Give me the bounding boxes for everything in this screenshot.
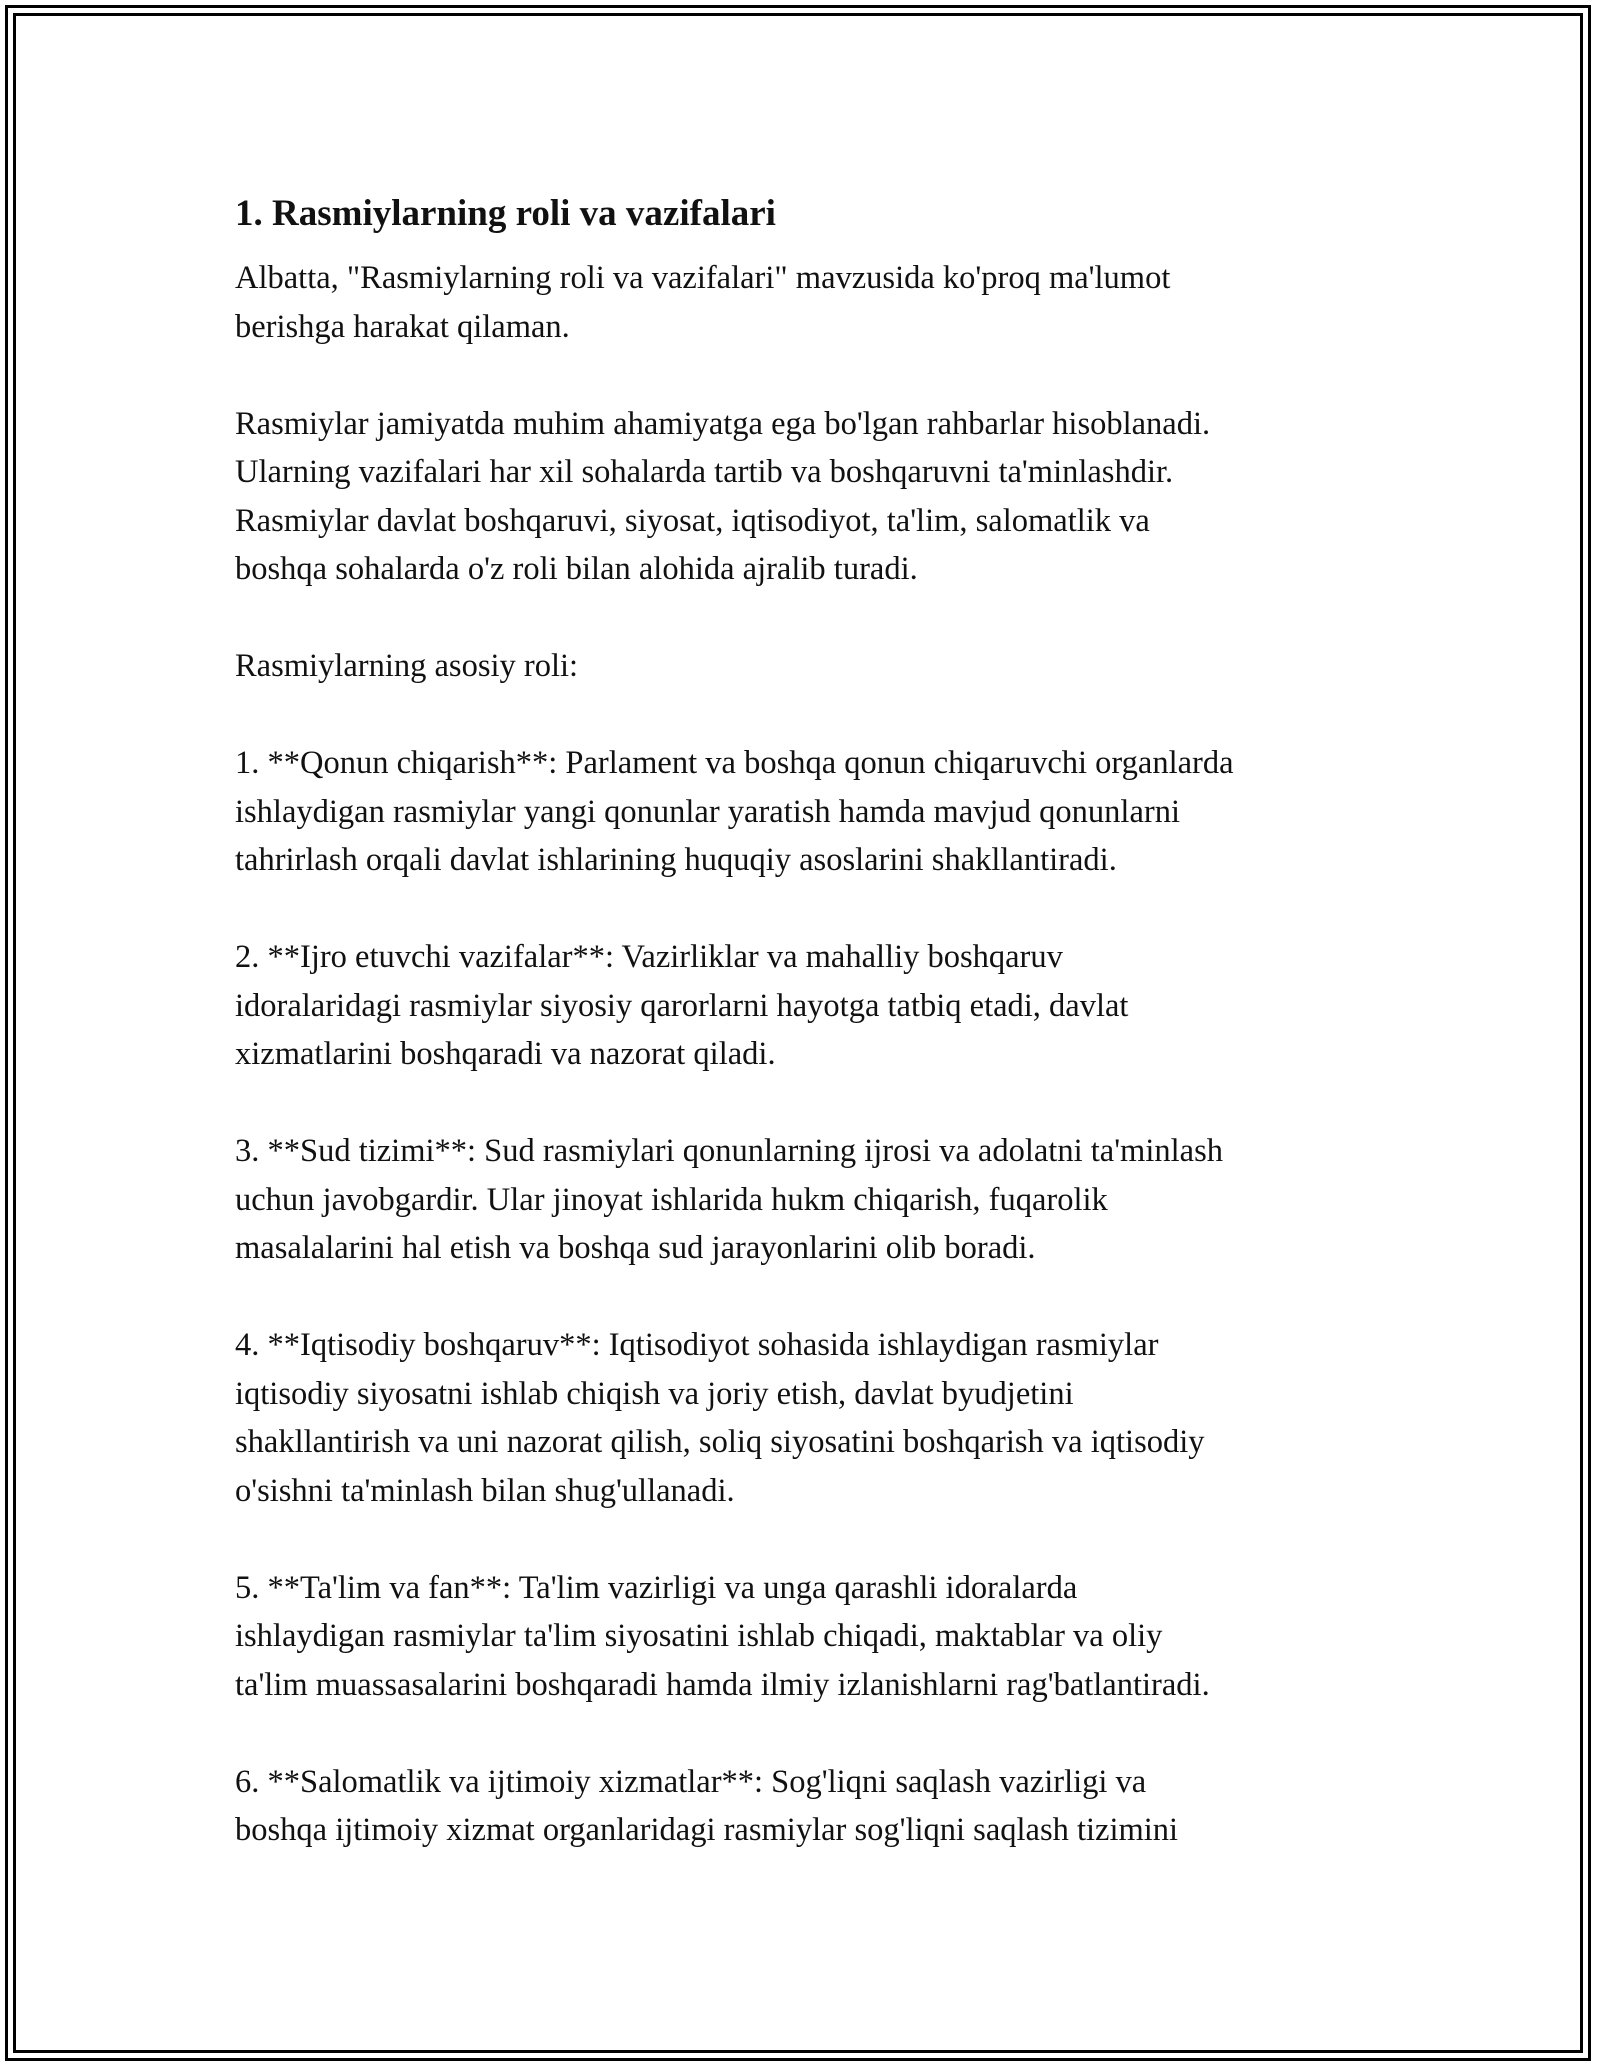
list-item-economy: 4. **Iqtisodiy boshqaruv**: Iqtisodiyot sohasida ishlaydigan rasmiylar iqtisodiy siyosatni ishlab chiqish va joriy etish, davlat byudjetini shakllantirish va uni nazorat qilish, soliq siyosatini boshqarish va iqtisodiy o'sishni ta'minlash bilan shug'ullanadi.: [235, 1327, 1205, 1509]
document-body: [235, 188, 1395, 1903]
paragraph-main-roles-heading: Rasmiylarning asosiy roli:: [235, 648, 579, 684]
list-item-health: 6. **Salomatlik va ijtimoiy xizmatlar**: Sog'liqni saqlash vazirligi va boshqa ijtimoiy xizmat organlaridagi rasmiylar sog'liqni saqlash tizimini: [235, 1763, 1179, 1848]
paragraph-intro: Albatta, "Rasmiylarning roli va vazifalari" mavzusida ko'proq ma'lumot berishga harakat qilaman.: [235, 260, 1171, 345]
list-item-executive: 2. **Ijro etuvchi vazifalar**: Vazirliklar va mahalliy boshqaruv idoralaridagi rasmiylar siyosiy qarorlarni hayotga tatbiq etadi, davlat xizmatlarini boshqaradi va nazorat qiladi.: [235, 939, 1129, 1072]
document-title: 1. Rasmiylarning roli va vazifalari: [235, 193, 776, 234]
list-item-judiciary: 3. **Sud tizimi**: Sud rasmiylari qonunlarning ijrosi va adolatni ta'minlash uchun javobgardir. Ular jinoyat ishlarida hukm chiqarish, fuqarolik masalalarini hal etish va boshqa sud jarayonlarini olib boradi.: [235, 1133, 1223, 1266]
list-item-education: 5. **Ta'lim va fan**: Ta'lim vazirligi va unga qarashli idoralarda ishlaydigan rasmiylar ta'lim siyosatini ishlab chiqadi, maktablar va oliy ta'lim muassasalarini boshqaradi hamda ilmiy izlanishlarni rag'batlantiradi.: [235, 1569, 1210, 1703]
list-item-lawmaking: 1. **Qonun chiqarish**: Parlament va boshqa qonun chiqaruvchi organlarda ishlaydigan rasmiylar yangi qonunlar yaratish hamda mavjud qonunlarni tahrirlash orqali davlat ishlarining huquqiy asoslarini shakllantiradi.: [235, 745, 1234, 878]
paragraph-overview: Rasmiylar jamiyatda muhim ahamiyatga ega bo'lgan rahbarlar hisoblanadi. Ularning vazifalari har xil sohalarda tartib va boshqaruvni ta'minlashdir. Rasmiylar davlat boshqaruvi, siyosat, iqtisodiyot, ta'lim, salomatlik va boshqa sohalarda o'z roli bilan alohida ajralib turadi.: [235, 405, 1211, 587]
